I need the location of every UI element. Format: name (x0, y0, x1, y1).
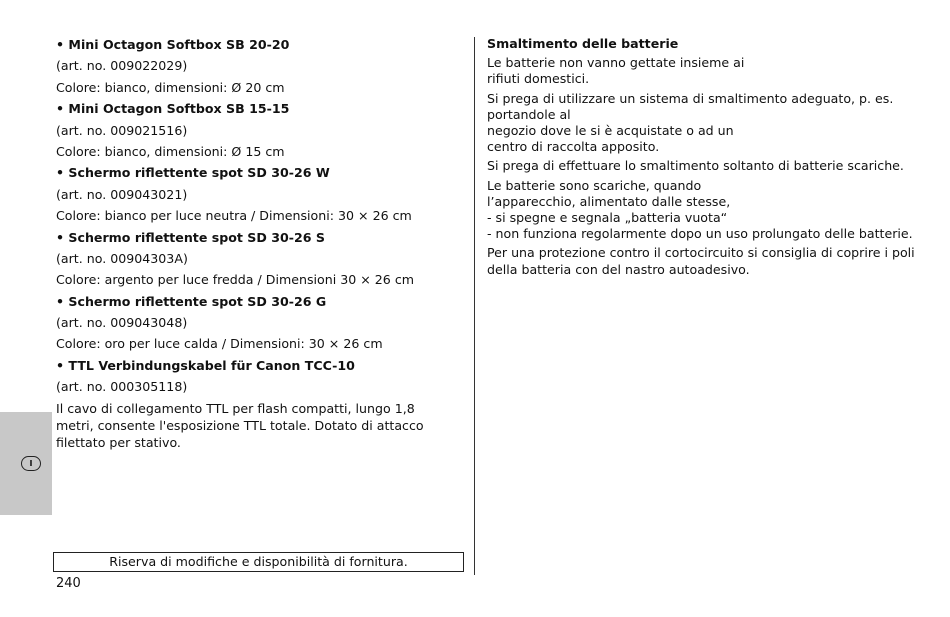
text-line: l’apparecchio, alimentato dalle stesse, (487, 193, 731, 209)
accessory-description: Colore: bianco, dimensioni: Ø 20 cm (56, 79, 285, 95)
footer-notice: Riserva di modifiche e disponibilità di fornitura. (53, 552, 464, 572)
accessory-description: Colore: oro per luce calda / Dimensioni: 30 × 26 cm (56, 336, 383, 352)
page-number: 240 (56, 576, 81, 591)
text-line: - non funziona regolarmente dopo un uso prolungato delle batterie. (487, 226, 913, 242)
paragraph (487, 55, 907, 87)
section-heading: Smaltimento delle batterie (487, 36, 679, 51)
accessory-article-number: (art. no. 000305118) (56, 379, 188, 395)
accessory-title: • Mini Octagon Softbox SB 20-20 (56, 37, 290, 52)
paragraph (487, 91, 907, 156)
accessory-title: • TTL Verbindungskabel für Canon TCC-10 (56, 357, 355, 373)
battery-disposal-section (487, 36, 915, 281)
accessory-title: • Schermo riflettente spot SD 30-26 S (56, 229, 325, 245)
paragraph (487, 177, 913, 243)
text-line: Si prega di utilizzare un sistema di smaltimento adeguato, p. es. (487, 90, 894, 106)
text-line: negozio dove le si è acquistate o ad un (487, 123, 734, 139)
accessory-title: • Schermo riflettente spot SD 30-26 G (56, 293, 327, 309)
text-line: centro di raccolta apposito. (487, 139, 660, 155)
accessory-title: • Schermo riflettente spot SD 30-26 W (56, 165, 330, 181)
text-line: - si spegne e segnala „batteria vuota“ (487, 210, 728, 226)
paragraph (487, 158, 907, 174)
accessory-article-number: (art. no. 009043021) (56, 186, 188, 202)
accessory-description: Colore: bianco, dimensioni: Ø 15 cm (56, 143, 285, 159)
accessory-description: Colore: argento per luce fredda / Dimensioni 30 × 26 cm (56, 272, 415, 288)
accessory-description: Il cavo di collegamento TTL per flash compatti, lungo 1,8 metri, consente l'esposizione TTL totale. Dotato di attacco filettato per stativo. (56, 400, 424, 450)
paragraph (487, 245, 915, 277)
text-line: della batteria con del nastro autoadesivo. (487, 261, 750, 277)
text-line: rifiuti domestici. (487, 71, 590, 87)
accessory-article-number: (art. no. 00904303A) (56, 250, 188, 266)
accessory-article-number: (art. no. 009043048) (56, 315, 188, 331)
accessory-article-number: (art. no. 009021516) (56, 122, 188, 138)
language-badge: I (21, 456, 41, 471)
accessory-article-number: (art. no. 009022029) (56, 58, 188, 74)
column-divider (474, 37, 475, 575)
text-line: Le batterie sono scariche, quando (487, 177, 702, 193)
text-line: Le batterie non vanno gettate insieme ai (487, 55, 745, 71)
accessory-title: • Mini Octagon Softbox SB 15-15 (56, 101, 290, 117)
accessories-list (56, 36, 456, 455)
accessory-description: Colore: bianco per luce neutra / Dimensioni: 30 × 26 cm (56, 208, 412, 224)
text-line: portandole al (487, 106, 571, 122)
text-line: Per una protezione contro il cortocircuito si consiglia di coprire i poli (487, 245, 915, 261)
text-line: Si prega di effettuare lo smaltimento soltanto di batterie scariche. (487, 158, 904, 174)
